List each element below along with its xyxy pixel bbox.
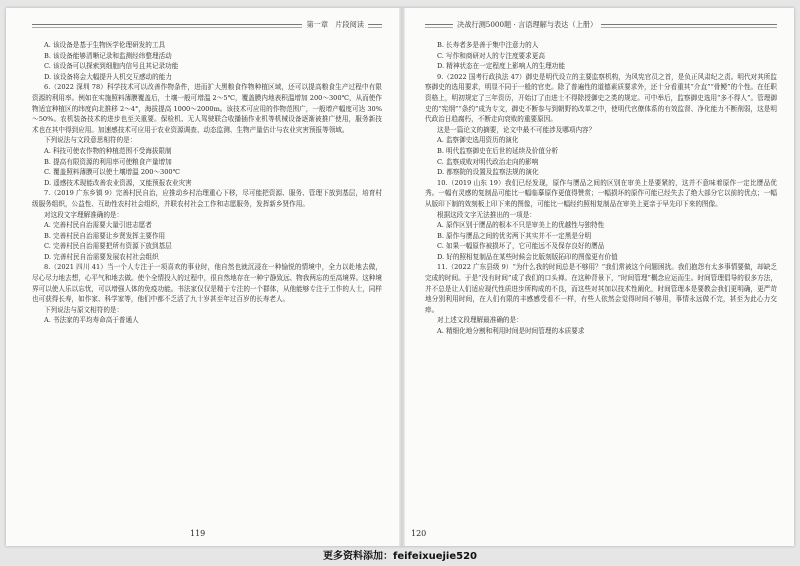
left-page-header [32,18,382,32]
question-prompt: 下列说法与文段意思相符的是： [44,136,137,145]
answer-option: C. 如果一幅原作被损坏了，它可能远不及保存良好的赝品 [437,242,605,251]
answer-option: C. 写作和商研对人的专注度要求更高 [437,51,545,60]
question-passage: 10.（2019 山东 19）我们已经发现，原作与赝品之间的区别在审美上是要紧的，这并不意味着原作一定比赝品优秀。一幅有灵感的复制品可能比一幅临摹原作更值得赞赏；一幅损坏的原作可能已经失去了绝大部分它以前的优点；一幅从版印下制的效刻板上印下来的图像，可能比一幅经约照相复制品在审美上更亲于早先印下来的图像。 [425,178,777,208]
question-prompt: 根据这段文字无法推出的一项是： [437,210,536,219]
answer-option: D. 都察院的设置及监察法规的演化 [437,168,539,177]
answer-option: B. 长寿者多是善于集中注意力的人 [437,41,539,49]
answer-option: C. 覆盖照料薄膜可以使土壤增温 200～300℃ [44,168,180,177]
question-passage: 7.（2019 广东乡镇 9）完善村民自治，应推动乡村治理重心下移，尽可能把资源、服务、管理下放到基层，培育村级服务组织，公益性、互助性农村社会组织，并联农村社会工作和志愿服务，发挥新乡贤作用。 [32,189,382,208]
right-page-content [425,40,777,337]
left-page-content [32,40,382,326]
answer-option: A. 精细化地分割和利用时间是时间管理的本质要求 [437,327,585,336]
answer-option: C. 完善村民自治需要把所有资源下放到基层 [44,242,172,251]
answer-option: A. 书法家的平均寿命高于普通人 [44,316,139,325]
question-passage: 9.（2022 国考行政执法 47）御史是明代设立的主要监察机构，为风宪官员之首，是负正风肃纪之责。明代对其所监察御史的选用要求，明显不同于一般的官吏。除了普遍性的道德素质要求外，还十分看重其“介直”“骨鲠”的个性。在任职资格上，明初规定了三年资历，开始订了由进士不得除授御史之类的规定。可中举后，监察御史选用“多不得人”。管理御史的“宪纲”“条约”成为专文，御史不断参与到朝野的改革之中，使明代官僚体系的有效监督、净化能力不断削弱，这是明代政治日趋腐朽，不断走向衰败的重要原因。 [425,72,777,124]
answer-option: B. 完善村民自治需要让乡贤发挥主要作用 [44,231,166,240]
answer-option: C. 监察成败对明代政治走向的影响 [437,157,539,166]
answer-option: D. 好的照相复制品在某些时候会比版刻版拓印的图像更有价值 [437,252,618,261]
answer-option: A. 原作区别于赝品的根本不只是审美上的优越性与独特性 [437,221,605,230]
page-number: 120 [411,529,427,538]
answer-option: D. 遥感技术现能改善农业资源，又能预报农业灾害 [44,178,192,187]
answer-option: A. 监察御史选用资历的演化 [437,136,519,145]
answer-option: A. 完善村民自治需要大量引进志愿者 [44,221,152,230]
answer-option: C. 该设备可以探索到细胞内信号且其记录功能 [44,62,179,71]
book-spread [6,8,794,546]
answer-option: B. 明代监察御史在后世的延续及价值分析 [437,146,559,155]
question-passage: 8.（2021 四川 41）当一个人专注于一项喜欢的事业时，他自然也就沉浸在一种愉悦的情境中，全力以赴地去做，尽心尽力地去想，心平气和地去做。使个全情投入的过程中，很自然地存在一种宁静致远、物我两忘的至高境界。这种境界可以使人乐以忘忧，可以增强人体的免疫功能。书法家仅仅是精于专注的一个群体，从他能够专注于工作的人士，同样也可获得长寿，如作家、科学家等，他们中都不乏活了九十岁甚至年过百岁的长寿老人。 [32,263,382,304]
question-prompt: 这是一篇论文的摘要，论文中最不可能涉及哪项内容？ [437,125,596,134]
chapter-title: 第一章 片段阅读 [302,18,368,32]
answer-option: A. 该设备是基于生物医学伦理研发的工具 [44,41,166,49]
answer-option: A. 科技可使农作物的种植范围不受海拔限制 [44,146,172,155]
book-title: 决战行测5000题 · 言语理解与表达（上册） [453,18,601,32]
question-prompt: 对这段文字理解准确的是： [44,210,124,219]
answer-option: D. 精神状态在一定程度上影响人的生理功能 [437,62,565,71]
right-page-header [425,18,777,32]
answer-option: B. 原作与赝品之间的优劣两下其实并不一定黑是分明 [437,231,592,240]
left-page [6,8,398,546]
question-passage: 6.（2022 深圳 78）科学技术可以改善作物条件，进而扩大黑粮食作物种植区域，还可以提高粮食生产过程中有限资源的利用率。例如在实施照料薄膜覆盖后，土壤一般可增温 2～5℃，覆盖膜内地表积温增加 200～300℃，从而使作物适宜种植区的纬度向北推移 2～4°，海拔提高 1000～2000m。该技术可应用的作物范围广，一般增产幅度可达 30%～50%。农机装备技术的进步也至关重要。保检机、无人驾驶联合收播插作业机等机械设备逐渐被推广使用，服务新技术也在其中得到应用。加速感技术可应用于农业资源调查、动态监测、生物产量估计与农业灾害预报等领域。 [32,83,382,134]
answer-option: B. 提高有限资源的利用率可使粮食产量增加 [44,157,172,166]
answer-option: B. 该设备能够清晰记录和监测经纬整理活动 [44,51,172,60]
question-prompt: 对上述文段理解最准确的是： [437,316,523,325]
page-number: 119 [190,529,206,538]
footer-contact-text: 更多资料添加：feifeixuejie520 [323,551,477,562]
right-page [403,8,795,546]
question-prompt: 下列说法与原文相符的是： [44,305,124,314]
question-passage: 11.（2022 广东县级 9）“为什么我的时间总是不够用？”我们常被这个问题困扰。我们抱怨有太多事情要做，却缺乏完成的时间。于是“没有时间”成了我们的口头禅。在这种背景下，“时间管理”概念应运而生。时间管理倡导的很多方法，并不总是让人们适应现代性质进步所构成的不良，而这些对其加以技术性阐化，时间管理本是要教会我们更明确，更严苛地分别利用时间，在人们有限的丰感感受看不一样，有些人依然会觉得时间不够用，事情永远做不完，甚至为此心力交瘁。 [425,263,777,314]
answer-option: D. 该设备将会大幅提升人机交互感动的能力 [44,72,172,81]
answer-option: D. 完善村民自治需要发展农村社会组织 [44,252,159,261]
